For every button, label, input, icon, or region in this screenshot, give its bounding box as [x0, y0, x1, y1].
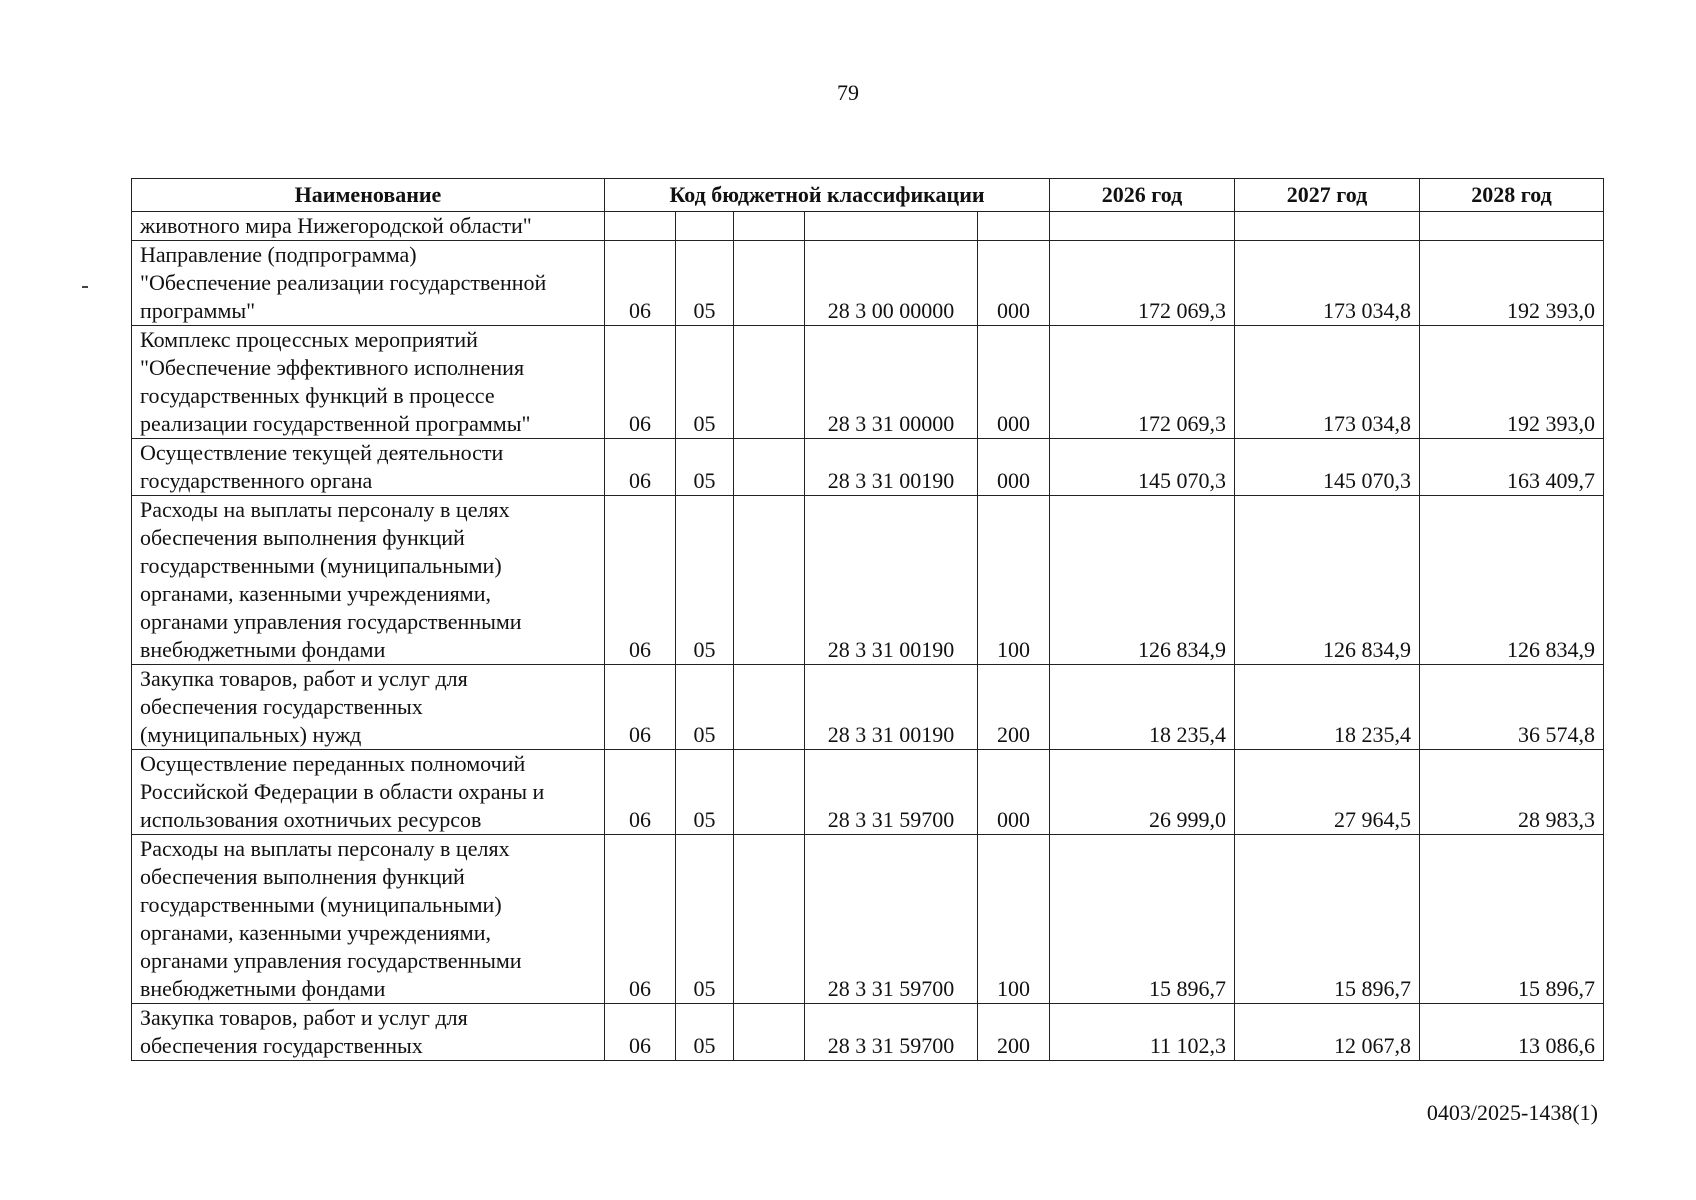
row-name: Осуществление текущей деятельности государственного органа	[132, 439, 605, 496]
table-row	[132, 835, 1604, 1004]
table-header-row	[132, 179, 1604, 212]
row-value-2027: 18 235,4	[1235, 665, 1420, 750]
row-empty-code	[734, 1004, 805, 1061]
row-subsection-code: 05	[676, 835, 734, 1004]
row-empty-code	[734, 665, 805, 750]
table-row	[132, 326, 1604, 439]
table-row	[132, 241, 1604, 326]
table-row	[132, 1004, 1604, 1061]
row-subsection-code: 05	[676, 326, 734, 439]
margin-mark	[82, 286, 88, 288]
table-row	[132, 496, 1604, 665]
row-target-article-code: 28 3 31 00190	[805, 439, 978, 496]
row-section-code: 06	[605, 665, 676, 750]
row-section-code: 06	[605, 326, 676, 439]
row-value-2026: 18 235,4	[1050, 665, 1235, 750]
row-subsection-code: 05	[676, 1004, 734, 1061]
document-registration-code: 0403/2025-1438(1)	[1426, 1100, 1598, 1125]
row-subsection-code: 05	[676, 496, 734, 665]
row-section-code: 06	[605, 439, 676, 496]
row-value-2026: 172 069,3	[1050, 241, 1235, 326]
header-code: Код бюджетной классификации	[605, 179, 1050, 212]
row-value-2026: 26 999,0	[1050, 750, 1235, 835]
row-name: животного мира Нижегородской области"	[132, 212, 605, 241]
row-value-2026: 145 070,3	[1050, 439, 1235, 496]
row-value-2026: 126 834,9	[1050, 496, 1235, 665]
row-name: Закупка товаров, работ и услуг для обеспечения государственных	[132, 1004, 605, 1061]
header-name: Наименование	[132, 179, 605, 212]
header-2028: 2028 год	[1420, 179, 1604, 212]
row-target-article-code: 28 3 31 59700	[805, 1004, 978, 1061]
row-subsection-code: 05	[676, 665, 734, 750]
row-section-code: 06	[605, 835, 676, 1004]
row-expense-type-code: 200	[978, 665, 1050, 750]
row-value-2028: 28 983,3	[1420, 750, 1604, 835]
row-empty-code	[734, 241, 805, 326]
row-value-2028: 126 834,9	[1420, 496, 1604, 665]
row-expense-type-code: 100	[978, 835, 1050, 1004]
row-value-2028: 192 393,0	[1420, 326, 1604, 439]
row-expense-type-code: 000	[978, 439, 1050, 496]
row-expense-type-code: 200	[978, 1004, 1050, 1061]
header-2026: 2026 год	[1050, 179, 1235, 212]
row-value-2028: 163 409,7	[1420, 439, 1604, 496]
row-empty-code	[734, 835, 805, 1004]
header-2027: 2027 год	[1235, 179, 1420, 212]
table-row	[132, 750, 1604, 835]
row-empty-code	[734, 750, 805, 835]
row-name: Комплекс процессных мероприятий "Обеспечение эффективного исполнения государственных функций в процессе реализации государственной программы"	[132, 326, 605, 439]
row-empty-code	[734, 439, 805, 496]
row-value-2027: 173 034,8	[1235, 241, 1420, 326]
row-target-article-code: 28 3 31 00190	[805, 496, 978, 665]
row-name: Направление (подпрограмма) "Обеспечение реализации государственной программы"	[132, 241, 605, 326]
row-target-article-code: 28 3 31 59700	[805, 750, 978, 835]
row-target-article-code: 28 3 31 00000	[805, 326, 978, 439]
row-name: Расходы на выплаты персоналу в целях обеспечения выполнения функций государственными (муниципальными) органами, казенными учреждениями, органами управления государственными внебюджетными фондами	[132, 835, 605, 1004]
row-value-2026: 172 069,3	[1050, 326, 1235, 439]
row-value-2028: 36 574,8	[1420, 665, 1604, 750]
row-name: Закупка товаров, работ и услуг для обеспечения государственных (муниципальных) нужд	[132, 665, 605, 750]
page-number: 79	[837, 80, 859, 105]
row-target-article-code: 28 3 31 00190	[805, 665, 978, 750]
row-section-code: 06	[605, 1004, 676, 1061]
row-expense-type-code: 100	[978, 496, 1050, 665]
row-value-2027: 173 034,8	[1235, 326, 1420, 439]
row-expense-type-code: 000	[978, 326, 1050, 439]
row-value-2026: 11 102,3	[1050, 1004, 1235, 1061]
row-section-code: 06	[605, 241, 676, 326]
table-row-continuation	[132, 212, 1604, 241]
row-subsection-code: 05	[676, 750, 734, 835]
row-value-2027: 27 964,5	[1235, 750, 1420, 835]
row-target-article-code: 28 3 00 00000	[805, 241, 978, 326]
row-value-2026: 15 896,7	[1050, 835, 1235, 1004]
row-value-2027: 12 067,8	[1235, 1004, 1420, 1061]
row-subsection-code: 05	[676, 241, 734, 326]
row-name: Расходы на выплаты персоналу в целях обеспечения выполнения функций государственными (муниципальными) органами, казенными учреждениями, органами управления государственными внебюджетными фондами	[132, 496, 605, 665]
budget-table	[131, 178, 1604, 1061]
row-section-code: 06	[605, 750, 676, 835]
row-empty-code	[734, 496, 805, 665]
row-value-2027: 15 896,7	[1235, 835, 1420, 1004]
table-row	[132, 439, 1604, 496]
row-value-2027: 126 834,9	[1235, 496, 1420, 665]
row-expense-type-code: 000	[978, 750, 1050, 835]
row-expense-type-code: 000	[978, 241, 1050, 326]
row-value-2028: 13 086,6	[1420, 1004, 1604, 1061]
row-target-article-code: 28 3 31 59700	[805, 835, 978, 1004]
row-value-2027: 145 070,3	[1235, 439, 1420, 496]
table-row	[132, 665, 1604, 750]
row-subsection-code: 05	[676, 439, 734, 496]
row-name: Осуществление переданных полномочий Российской Федерации в области охраны и использования охотничьих ресурсов	[132, 750, 605, 835]
row-value-2028: 15 896,7	[1420, 835, 1604, 1004]
row-value-2028: 192 393,0	[1420, 241, 1604, 326]
row-empty-code	[734, 326, 805, 439]
row-section-code: 06	[605, 496, 676, 665]
